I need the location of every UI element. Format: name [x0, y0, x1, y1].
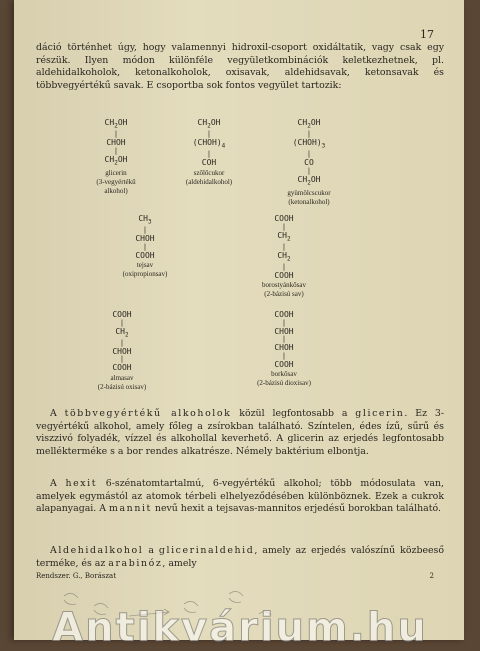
- bond-line: |: [206, 130, 212, 139]
- para1-a: A: [50, 408, 65, 419]
- formula-caption: borostyánkősav: [262, 281, 306, 290]
- formula-group: $CH_3$: [138, 214, 152, 226]
- formula-group: $CH_2$: [115, 326, 129, 339]
- formula-caption: szőlőcukor: [193, 168, 225, 177]
- bond-line: |: [281, 222, 287, 231]
- formula-group: CHOH: [274, 326, 294, 336]
- paragraph-hexit: [36, 478, 444, 516]
- bond-line: |: [113, 130, 119, 139]
- formula-caption: alkohol): [104, 186, 128, 195]
- para2-a: A: [50, 478, 66, 489]
- formula-group: COH: [201, 158, 217, 168]
- structural-formula: [100, 214, 190, 278]
- term-hexit: hexit: [65, 478, 98, 489]
- term-arabinoz: arabinóz: [108, 557, 163, 569]
- formula-group: $CH_2OH$: [104, 154, 128, 167]
- intro-text: dáció történhet úgy, hogy valamennyi hidroxil-csoport oxidáltatik, vagy csak egy részük. Ilyen módon különféle vegyületkombinációk keletkezhetnek, pl. aldehidalkoholok, ketonalkoholok, oxisavak, aldehidsavak, ketonsavak és többvegyértékű savak. E csoportba sok fontos vegyület tartozik:: [36, 42, 444, 91]
- bond-line: |: [119, 355, 125, 364]
- bond-line: |: [119, 338, 125, 347]
- formula-caption: (ketonalkohol): [288, 197, 330, 206]
- formula-group: CHOH: [135, 234, 155, 244]
- formula-group: $CH_2OH$: [297, 118, 321, 130]
- para2-b: 6-szénatomtartalmú, 6-vegyértékű alkohol; több módosulata van, amelyek egymástól az atomok térbeli elhelyeződésében különböznek. Ezek a cukrok alapanyagai. A: [36, 478, 444, 515]
- structural-formula: [234, 310, 334, 387]
- formula-caption: (2-bázisú sav): [264, 290, 304, 299]
- para1-b: közül legfontosabb a: [231, 408, 356, 419]
- footer-signature: Rendszer. G., Borászat: [36, 572, 117, 580]
- page-footer: [36, 572, 434, 580]
- structural-formula: [264, 118, 354, 206]
- page-number: 17: [420, 28, 434, 41]
- paragraph-aldehidalkohol: [36, 545, 444, 570]
- bond-line: |: [281, 351, 287, 360]
- watermark: Antikvárium.hu: [52, 605, 428, 651]
- formula-group: COOH: [112, 310, 132, 319]
- formula-caption: (oxipropionsav): [122, 270, 168, 279]
- formula-caption: almasav: [110, 373, 134, 382]
- book-page: [14, 0, 464, 640]
- formula-group: $CH_2$: [277, 230, 291, 243]
- bond-line: |: [306, 150, 312, 159]
- formula-group: $CH_2OH$: [197, 118, 221, 130]
- bond-line: |: [113, 146, 119, 155]
- formula-group: $CH_2OH$: [297, 174, 321, 187]
- structural-formula: [76, 118, 156, 195]
- para3-c: , amely az erjedés valószínű közbeeső terméke, és az: [36, 545, 444, 569]
- formula-group: COOH: [274, 359, 294, 369]
- bond-line: |: [306, 130, 312, 139]
- term-aldehidalkohol: Aldehidalkohol: [50, 545, 144, 556]
- bond-line: |: [281, 242, 287, 251]
- bond-line: |: [281, 318, 287, 327]
- formula-caption: (3-vegyértékű: [96, 177, 136, 186]
- bond-line: |: [142, 242, 148, 251]
- para3-b: a: [143, 545, 159, 556]
- intro-paragraph: [36, 42, 444, 92]
- formula-group: CHOH: [106, 138, 126, 148]
- formula-caption: borkősav: [271, 370, 297, 378]
- formula-caption: (aldehidalkohol): [185, 177, 233, 186]
- formula-caption: (2-bázisú dioxisav): [257, 379, 311, 387]
- formula-caption: gyümölcscukor: [287, 188, 331, 197]
- bond-line: |: [206, 150, 212, 159]
- term-mannit: mannit: [109, 503, 152, 515]
- formula-caption: glicerin: [105, 168, 127, 177]
- structural-formula: [74, 310, 170, 391]
- term-glicerin: glicerin: [355, 408, 405, 419]
- formula-group: COOH: [274, 270, 294, 280]
- formula-group: $(CHOH)_3$: [292, 138, 326, 150]
- formula-group: CHOH: [274, 343, 294, 352]
- formula-group: CO: [304, 158, 314, 168]
- bond-line: |: [142, 226, 148, 235]
- para1-c: . Ez 3-vegyértékű alkohol, amely főleg a zsírokban található. Színtelen, édes ízű, sűrű és viszzivó folyadék, vízzel és alkohollal keverhető. A glicerin az erjedés legfontosabb mellékterméke s a bor rendes alkatrésze. Némely baktérium elbontja.: [36, 408, 444, 457]
- formula-group: COOH: [112, 363, 132, 373]
- formula-group: CHOH: [112, 346, 132, 356]
- structural-formula: [236, 214, 332, 298]
- formula-group: COOH: [274, 310, 294, 319]
- formula-group: $CH_2$: [277, 250, 291, 263]
- formula-caption: (2-bázisú oxisav): [97, 382, 147, 391]
- bond-line: |: [281, 262, 287, 271]
- bond-line: |: [306, 166, 312, 175]
- formula-group: COOH: [135, 250, 155, 260]
- formula-caption: tejsav: [136, 261, 154, 270]
- structural-formula: [164, 118, 254, 186]
- bond-line: |: [119, 318, 125, 327]
- term-tobbvegyerteku: többvegyértékű alkoholok: [64, 408, 232, 419]
- term-glicerinaldehid: glicerinaldehid: [158, 545, 255, 556]
- para3-d: , amely: [162, 557, 197, 569]
- formula-group: $CH_2OH$: [104, 118, 128, 130]
- formula-group: COOH: [274, 214, 294, 223]
- formula-group: $(CHOH)_4$: [192, 138, 226, 150]
- para2-c: nevű hexit a tejsavas-mannitos erjedésű borokban található.: [151, 503, 441, 515]
- paragraph-glicerin: [36, 408, 444, 458]
- footer-sheet-number: 2: [429, 572, 434, 580]
- bond-line: |: [281, 335, 287, 343]
